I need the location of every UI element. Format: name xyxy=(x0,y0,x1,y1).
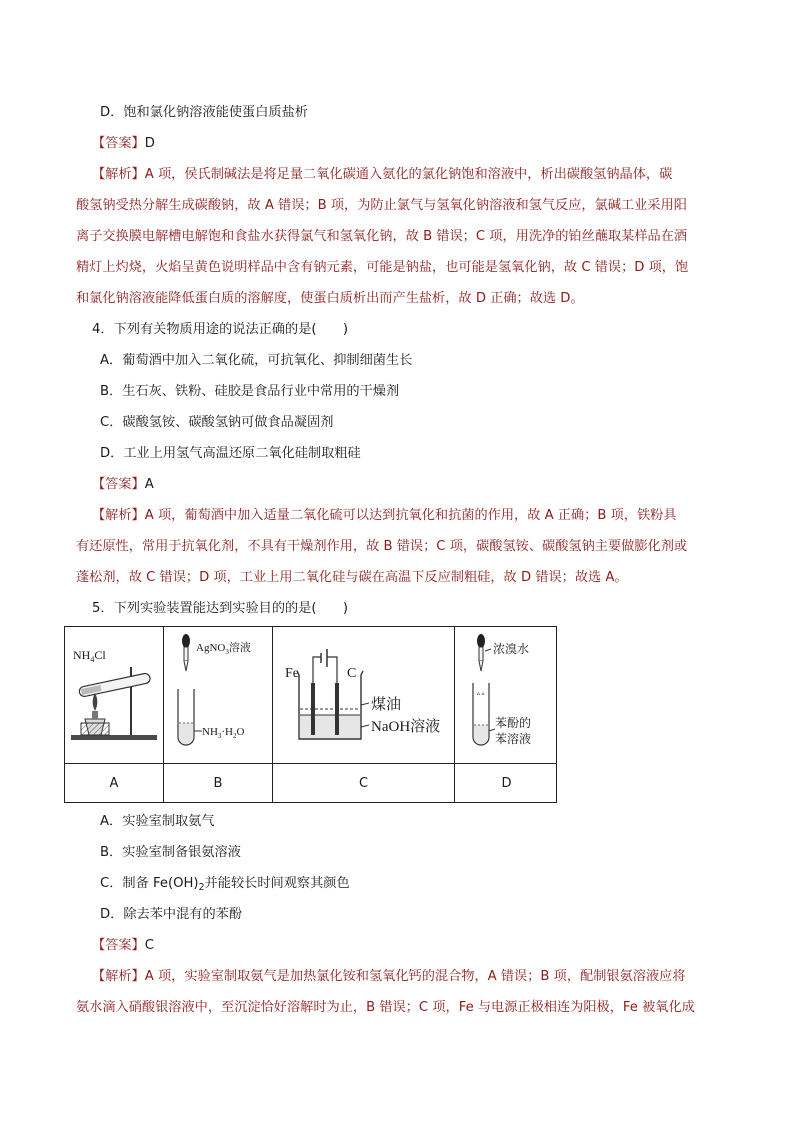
q4-explanation-line-1 xyxy=(92,506,736,526)
tube-reagent-label-1: 苯酚的 xyxy=(495,716,532,730)
explanation-label: 【解析】 xyxy=(92,167,145,182)
table-divider xyxy=(65,763,556,764)
electrode-c-label: C xyxy=(347,666,357,681)
answer-value: C xyxy=(144,938,154,953)
explanation-text: A 项，葡萄酒中加入适量二氧化硫可以达到抗氧化和抗菌的作用，故 A 正确；B 项，铁粉具 xyxy=(144,508,677,523)
answer-value: A xyxy=(144,477,154,492)
q4-answer xyxy=(92,475,736,495)
option-label-d: D xyxy=(501,776,512,791)
dropper-reagent-label: AgNO$_3$溶液 xyxy=(196,642,251,656)
q5-explanation-line-1 xyxy=(92,967,736,987)
q4-option-c: C．碳酸氢铵、碳酸氢钠可做食品凝固剂 xyxy=(100,415,334,430)
explanation-text: A 项，侯氏制碱法是将足量二氧化碳通入氨化的氯化钠饱和溶液中，析出碳酸氢钠晶体，碳 xyxy=(144,167,673,182)
q4-stem: 4．下列有关物质用途的说法正确的是( ) xyxy=(92,322,349,337)
solution-label: NaOH溶液 xyxy=(371,719,441,735)
option-label-a: A xyxy=(109,776,119,791)
q3-answer xyxy=(92,134,736,154)
answer-label: 【答案】 xyxy=(92,938,145,953)
apparatus-a-heating-tube xyxy=(65,627,163,763)
q3-explanation-line-2: 酸氢钠受热分解生成碳酸钠，故 A 错误；B 项，为防止氯气与氢氧化钠溶液和氢气反应，氯碱工业采用阳 xyxy=(76,198,687,213)
q3-option-d: D．饱和氯化钠溶液能使蛋白质盐析 xyxy=(100,105,308,120)
apparatus-b-dropper-tube xyxy=(164,627,272,763)
option-text: C．制备 Fe(OH) xyxy=(100,876,199,891)
explanation-text: A 项，实验室制取氨气是加热氯化铵和氢氧化钙的混合物，A 错误；B 项，配制银氨溶液应将 xyxy=(144,969,686,984)
apparatus-d-dropper-tube xyxy=(455,627,558,763)
subscript: 2 xyxy=(198,882,205,893)
q5-stem: 5．下列实验装置能达到实验目的的是( ) xyxy=(92,601,349,616)
q3-explanation-line-3: 离子交换膜电解槽电解饱和食盐水获得氯气和氢氧化钠，故 B 错误；C 项，用洗净的铂丝蘸取某样品在酒 xyxy=(76,229,688,244)
apparatus-table xyxy=(64,626,557,803)
answer-label: 【答案】 xyxy=(92,136,145,151)
electrode-fe-label: Fe xyxy=(285,666,299,681)
q4-option-d: D．工业上用氢气高温还原二氧化硅制取粗硅 xyxy=(100,446,361,461)
q4-explanation-line-3: 蓬松剂，故 C 错误；D 项，工业上用二氧化硅与碳在高温下反应制粗硅，故 D 错误；故选 A。 xyxy=(76,570,628,585)
option-label-c: C xyxy=(358,776,369,791)
tube-reagent-label-2: 苯溶液 xyxy=(495,732,532,746)
q5-explanation-line-2: 氨水滴入硝酸银溶液中，至沉淀恰好溶解时为止，B 错误；C 项，Fe 与电源正极相连为阳极，Fe 被氧化成 xyxy=(76,1000,695,1015)
answer-value: D xyxy=(144,136,155,151)
q5-option-b: B．实验室制备银氨溶液 xyxy=(100,845,241,860)
q3-explanation-line-1 xyxy=(92,165,736,185)
tube-reagent-label: $NH_3\cdot H_2O$ xyxy=(202,726,245,740)
option-label-b: B xyxy=(213,776,223,791)
reagent-label: $NH_4Cl$ xyxy=(73,648,106,664)
q4-explanation-line-2: 有还原性，常用于抗氧化剂，不具有干燥剂作用，故 B 错误；C 项，碳酸氢铵、碳酸氢钠主要做膨化剂或 xyxy=(76,539,688,554)
answer-label: 【答案】 xyxy=(92,477,145,492)
svg-text:▵ ▵: ▵ ▵ xyxy=(477,691,485,697)
explanation-label: 【解析】 xyxy=(92,969,145,984)
dropper-reagent-label: 浓溴水 xyxy=(493,642,530,656)
q5-option-a: A．实验室制取氨气 xyxy=(100,814,215,829)
explanation-label: 【解析】 xyxy=(92,508,145,523)
q3-explanation-line-4: 精灯上灼烧，火焰呈黄色说明样品中含有钠元素，可能是钠盐，也可能是氢氧化钠，故 C 错误；D 项，饱 xyxy=(76,260,689,275)
q5-answer xyxy=(92,936,736,956)
option-text: 并能较长时间观察其颜色 xyxy=(204,876,350,891)
q5-option-c xyxy=(100,874,744,898)
oil-layer-label: 煤油 xyxy=(371,697,402,713)
apparatus-c-electrolysis xyxy=(273,627,454,763)
q4-option-b: B．生石灰、铁粉、硅胶是食品行业中常用的干燥剂 xyxy=(100,384,400,399)
q5-option-d: D．除去苯中混有的苯酚 xyxy=(100,907,243,922)
q4-option-a: A．葡萄酒中加入二氧化硫，可抗氧化、抑制细菌生长 xyxy=(100,353,413,368)
q3-explanation-line-5: 和氯化钠溶液能降低蛋白质的溶解度，使蛋白质析出而产生盐析，故 D 正确；故选 D。 xyxy=(76,291,584,306)
